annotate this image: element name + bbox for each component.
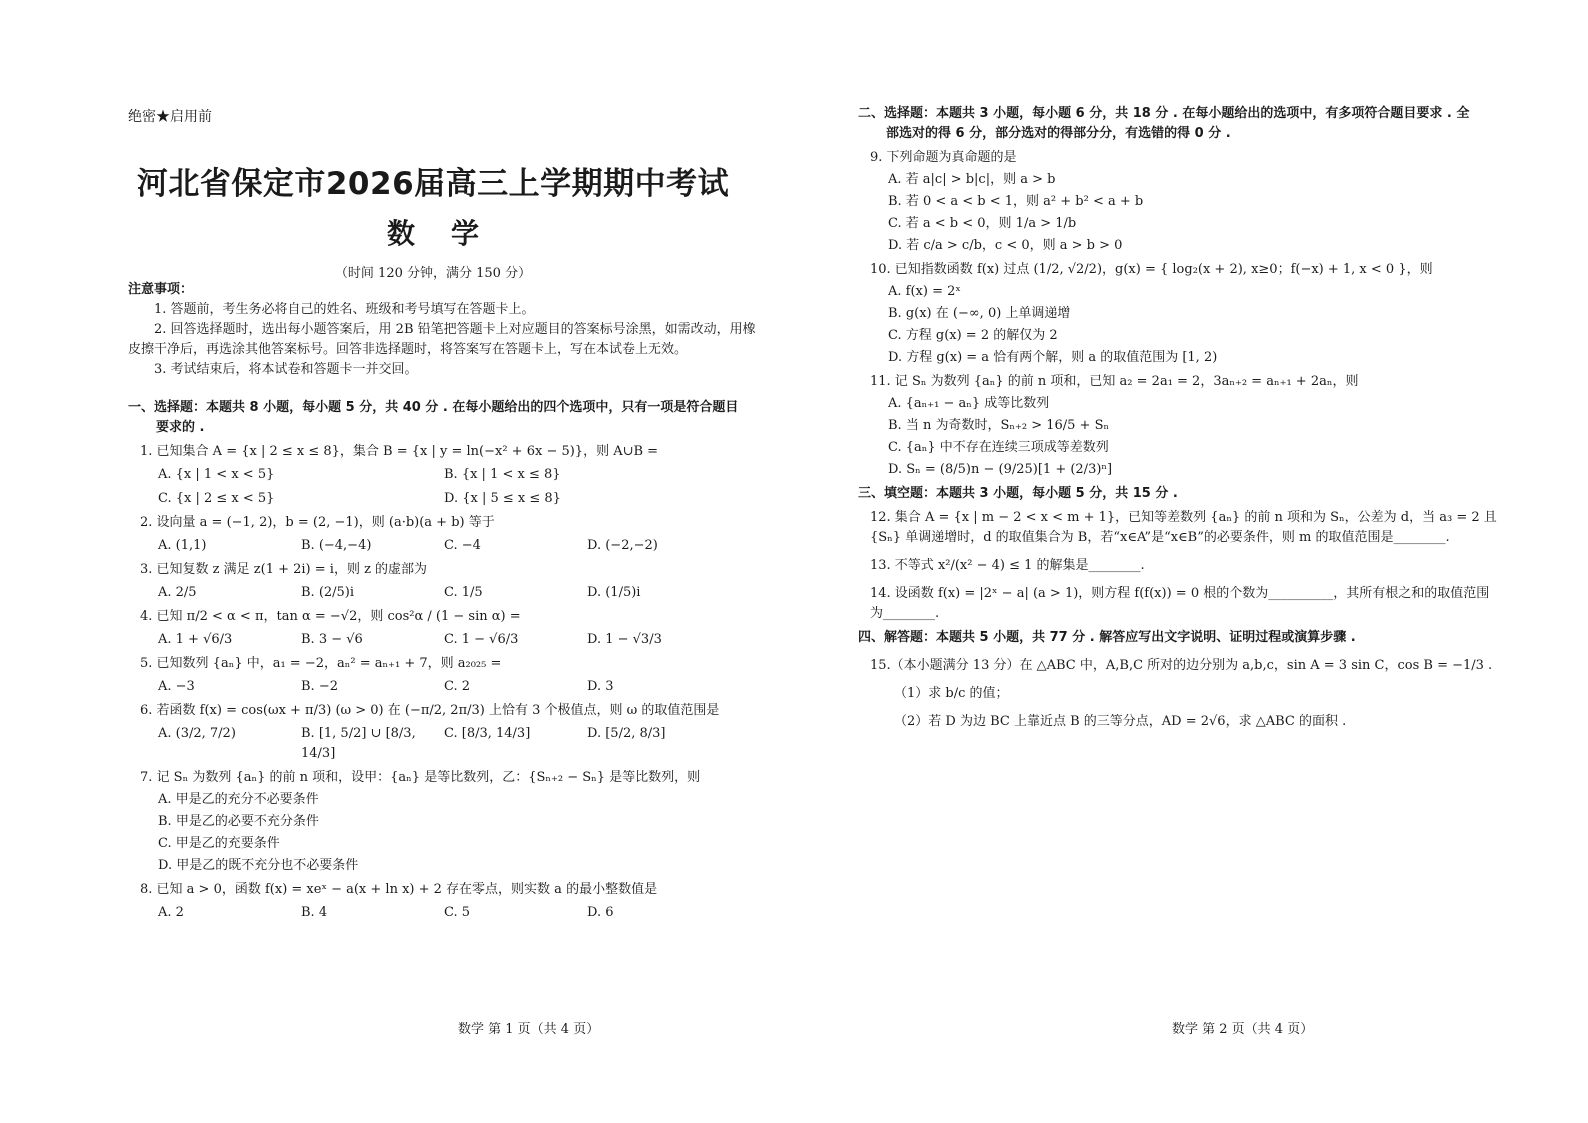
option: B. 若 0 < a < b < 1，则 a² + b² < a + b xyxy=(888,194,1144,209)
question-6 xyxy=(128,701,768,764)
option: A. 若 a|c| > b|c|，则 a > b xyxy=(888,172,1056,187)
question-3 xyxy=(128,560,768,603)
option: D. (1/5)i xyxy=(587,585,641,600)
section-3-heading: 三、填空题：本题共 3 小题，每小题 5 分，共 15 分 . xyxy=(858,486,1178,501)
time-info: （时间 120 分钟，满分 150 分） xyxy=(334,266,532,281)
option: B. (2/5)i xyxy=(301,585,355,600)
page-1 xyxy=(128,0,768,1123)
question-stem: 7. 记 Sₙ 为数列 {aₙ} 的前 n 项和，设甲：{aₙ} 是等比数列，乙：{Sₙ₊₂ − Sₙ} 是等比数列，则 xyxy=(140,770,701,785)
section-2-heading-line2: 部选对的得 6 分，部分选对的得部分分，有选错的得 0 分 . xyxy=(886,126,1231,141)
question-10 xyxy=(858,260,1498,368)
option: C. 1 − √6/3 xyxy=(444,632,519,647)
question-8 xyxy=(128,880,768,923)
option: C. [8/3, 14/3] xyxy=(444,726,531,741)
option: D. 方程 g(x) = a 恰有两个解，则 a 的取值范围为 [1, 2) xyxy=(888,350,1218,365)
option: A. (1,1) xyxy=(158,538,207,553)
notice-item: 1. 答题前，考生务必将自己的姓名、班级和考号填写在答题卡上。 xyxy=(154,302,535,317)
notice-item: 2. 回答选择题时，选出每小题答案后，用 2B 铅笔把答题卡上对应题目的答案标号涂黑，如需改动，用橡皮擦干净后，再选涂其他答案标号。回答非选择题时，将答案写在答题卡上，写在本试卷上无效。 xyxy=(128,322,756,357)
option: A. {x | 1 < x < 5} xyxy=(158,467,275,482)
section-1 xyxy=(128,398,768,923)
section-1-heading xyxy=(128,398,768,438)
question-stem: 8. 已知 a > 0，函数 f(x) = xeˣ − a(x + ln x) + 2 存在零点，则实数 a 的最小整数值是 xyxy=(140,882,658,897)
option: A. 2/5 xyxy=(158,585,197,600)
option: B. (−4,−4) xyxy=(301,538,372,553)
sub-question-1: （1）求 b/c 的值； xyxy=(894,686,1009,701)
option: D. 3 xyxy=(587,679,614,694)
question-stem: 9. 下列命题为真命题的是 xyxy=(870,150,1017,165)
option: C. 2 xyxy=(444,679,471,694)
option: A. 甲是乙的充分不必要条件 xyxy=(158,792,319,807)
question-stem: 2. 设向量 a = (−1, 2)，b = (2, −1)，则 (a·b)(a + b) 等于 xyxy=(140,515,495,530)
notice-item: 3. 考试结束后，将本试卷和答题卡一并交回。 xyxy=(154,362,418,377)
notice-list xyxy=(128,300,768,380)
question-2 xyxy=(128,513,768,556)
option: D. 1 − √3/3 xyxy=(587,632,662,647)
option: C. 若 a < b < 0，则 1/a > 1/b xyxy=(888,216,1077,231)
option: D. {x | 5 ≤ x ≤ 8} xyxy=(444,491,561,506)
page-2-footer: 数学 第 2 页（共 4 页） xyxy=(1172,1022,1314,1037)
section-2-heading xyxy=(858,104,1498,144)
option: B. [1, 5/2] ∪ [8/3, 14/3] xyxy=(301,726,416,761)
option: D. 6 xyxy=(587,905,614,920)
option: A. −3 xyxy=(158,679,195,694)
sub-question-2: （2）若 D 为边 BC 上靠近点 B 的三等分点，AD = 2√6，求 △ABC 的面积 . xyxy=(894,714,1347,729)
option: C. {aₙ} 中不存在连续三项成等差数列 xyxy=(888,440,1109,455)
option: C. 甲是乙的充要条件 xyxy=(158,836,280,851)
section-1-heading-line1: 一、选择题：本题共 8 小题，每小题 5 分，共 40 分 . 在每小题给出的四个选项中，只有一项是符合题目 xyxy=(128,400,739,415)
option: B. 3 − √6 xyxy=(301,632,363,647)
option: C. 方程 g(x) = 2 的解仅为 2 xyxy=(888,328,1058,343)
confidential-label: 绝密★启用前 xyxy=(128,109,212,125)
option: C. −4 xyxy=(444,538,481,553)
option: D. Sₙ = (8/5)n − (9/25)[1 + (2/3)ⁿ] xyxy=(888,462,1113,477)
option: A. 1 + √6/3 xyxy=(158,632,233,647)
section-1-heading-line2: 要求的 . xyxy=(156,420,205,435)
option: A. f(x) = 2ˣ xyxy=(888,284,961,299)
option: B. −2 xyxy=(301,679,338,694)
question-1 xyxy=(128,442,768,509)
question-9 xyxy=(858,148,1498,256)
page-2-content xyxy=(858,104,1498,732)
question-stem: 15.（本小题满分 13 分）在 △ABC 中，A,B,C 所对的边分别为 a,b,c，sin A = 3 sin C，cos B = −1/3 . xyxy=(870,658,1493,673)
question-5 xyxy=(128,654,768,697)
section-4-heading: 四、解答题：本题共 5 小题，共 77 分 . 解答应写出文字说明、证明过程或演算步骤 . xyxy=(858,630,1356,645)
notice-block xyxy=(128,280,768,380)
option: C. 1/5 xyxy=(444,585,483,600)
option: D. 若 c/a > c/b，c < 0，则 a > b > 0 xyxy=(888,238,1123,253)
option: A. 2 xyxy=(158,905,184,920)
option: B. 当 n 为奇数时，Sₙ₊₂ > 16/5 + Sₙ xyxy=(888,418,1110,433)
option: C. {x | 2 ≤ x < 5} xyxy=(158,491,275,506)
page-2 xyxy=(858,0,1498,1123)
subject-title: 数学 xyxy=(386,217,515,250)
option: B. 4 xyxy=(301,905,328,920)
page-1-footer: 数学 第 1 页（共 4 页） xyxy=(458,1022,600,1037)
question-stem: 10. 已知指数函数 f(x) 过点 (1/2, √2/2)，g(x) = { log₂(x + 2), x≥0；f(−x) + 1, x < 0 }，则 xyxy=(870,262,1433,277)
question-stem: 4. 已知 π/2 < α < π，tan α = −√2，则 cos²α / (1 − sin α) = xyxy=(140,609,521,624)
question-14: 14. 设函数 f(x) = |2ˣ − a| (a > 1)，则方程 f(f(x)) = 0 根的个数为__________，其所有根之和的取值范围为________. xyxy=(870,586,1490,621)
option: B. {x | 1 < x ≤ 8} xyxy=(444,467,561,482)
question-12: 12. 集合 A = {x | m − 2 < x < m + 1}，已知等差数列 {aₙ} 的前 n 项和为 Sₙ，公差为 d，当 a₃ = 2 且 {Sₙ} 单调递增时，d 的取值集合为 B，若“x∈A”是“x∈B”的必要条件，则 m 的取值范围是________. xyxy=(870,510,1497,545)
notice-heading: 注意事项： xyxy=(128,282,194,297)
option: D. [5/2, 8/3] xyxy=(587,726,666,741)
question-stem: 1. 已知集合 A = {x | 2 ≤ x ≤ 8}，集合 B = {x | y = ln(−x² + 6x − 5)}，则 A∪B = xyxy=(140,444,659,459)
question-7 xyxy=(128,768,768,876)
question-13: 13. 不等式 x²/(x² − 4) ≤ 1 的解集是________. xyxy=(870,558,1145,573)
option: D. 甲是乙的既不充分也不必要条件 xyxy=(158,858,359,873)
option: A. {aₙ₊₁ − aₙ} 成等比数列 xyxy=(888,396,1050,411)
question-stem: 6. 若函数 f(x) = cos(ωx + π/3) (ω > 0) 在 (−π/2, 2π/3) 上恰有 3 个极值点，则 ω 的取值范围是 xyxy=(140,703,720,718)
question-stem: 3. 已知复数 z 满足 z(1 + 2i) = i，则 z 的虚部为 xyxy=(140,562,428,577)
option: B. g(x) 在 (−∞, 0) 上单调递增 xyxy=(888,306,1071,321)
question-11 xyxy=(858,372,1498,480)
question-15 xyxy=(858,656,1498,732)
option: A. (3/2, 7/2) xyxy=(158,726,236,741)
question-4 xyxy=(128,607,768,650)
exam-title: 河北省保定市2026届高三上学期期中考试 xyxy=(136,166,730,202)
option: B. 甲是乙的必要不充分条件 xyxy=(158,814,319,829)
section-2-heading-line1: 二、选择题：本题共 3 小题，每小题 6 分，共 18 分 . 在每小题给出的选项中，有多项符合题目要求 . 全 xyxy=(858,106,1470,121)
option: C. 5 xyxy=(444,905,471,920)
question-stem: 11. 记 Sₙ 为数列 {aₙ} 的前 n 项和，已知 a₂ = 2a₁ = 2，3aₙ₊₂ = aₙ₊₁ + 2aₙ，则 xyxy=(870,374,1359,389)
question-stem: 5. 已知数列 {aₙ} 中，a₁ = −2，aₙ² = aₙ₊₁ + 7，则 a₂₀₂₅ = xyxy=(140,656,502,671)
option: D. (−2,−2) xyxy=(587,538,658,553)
